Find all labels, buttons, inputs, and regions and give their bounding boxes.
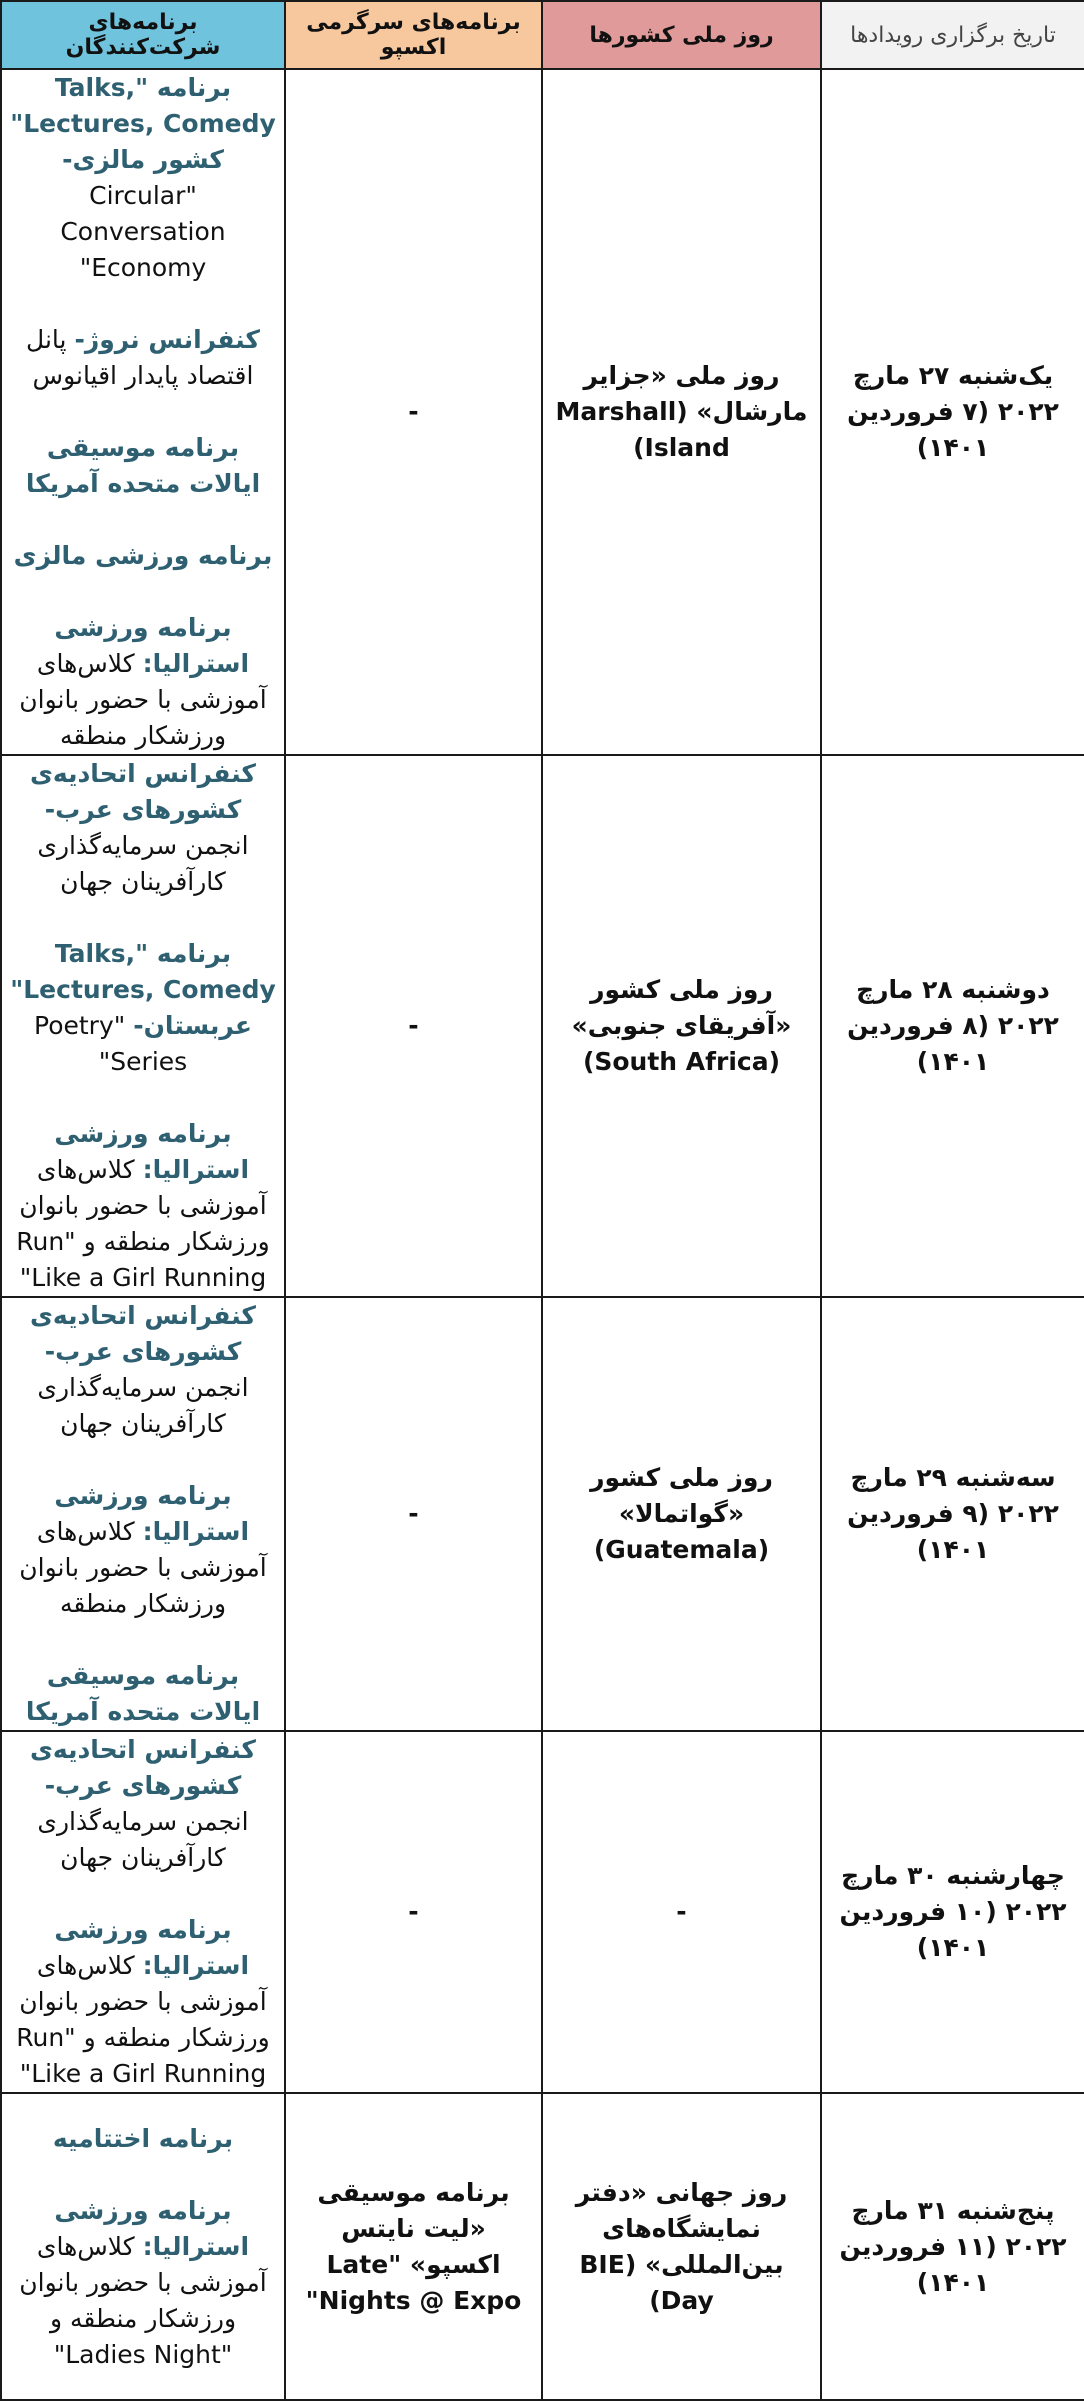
program-item [10,1912,276,2092]
program-detail: انجمن سرمایه‌گذاری کارآفرینان جهان [37,831,249,896]
national-day-cell: روز ملی کشور «آفریقای جنوبی» (South Africa) [542,755,821,1297]
program-item [10,538,276,574]
header-national-day: روز ملی کشورها [542,1,821,69]
expo-cell: - [285,755,542,1297]
date-cell: سه‌شنبه ۲۹ مارچ ۲۰۲۲ (۹ فروردین ۱۴۰۱) [821,1297,1084,1731]
header-row [1,1,1084,69]
program-title: برنامه ورزشی استرالیا: [54,1481,250,1546]
program-item [10,756,276,900]
table-row [1,1731,1084,2093]
date-cell: دوشنبه ۲۸ مارچ ۲۰۲۲ (۸ فروردین ۱۴۰۱) [821,755,1084,1297]
program-title: برنامه موسیقی ایالات متحده آمریکا [25,1661,261,1726]
program-detail: انجمن سرمایه‌گذاری کارآفرینان جهان [37,1807,249,1872]
program-item [10,1298,276,1442]
program-title: برنامه "Talks, Lectures, Comedy" کشور مالزی- [10,73,276,174]
program-item [10,936,276,1080]
program-title: برنامه موسیقی ایالات متحده آمریکا [25,433,261,498]
expo-cell: برنامه موسیقی «لیت نایتس اکسپو» "Late Nights @ Expo" [285,2093,542,2400]
program-item [10,1658,276,1730]
header-date: تاریخ برگزاری رویدادها [821,1,1084,69]
program-item [10,1116,276,1296]
program-title: برنامه ورزشی استرالیا: [54,2195,250,2261]
national-day-cell: روز ملی «جزایر مارشال» (Marshall Island) [542,69,821,755]
program-item [10,2193,276,2373]
program-detail: "Circular Conversation Economy" [60,181,226,282]
program-detail: کلاس‌های آموزشی با حضور بانوان ورزشکار منطقه و "Run Like a Girl Running" [16,1155,270,1292]
date-cell: یک‌شنبه ۲۷ مارچ ۲۰۲۲ (۷ فروردین ۱۴۰۱) [821,69,1084,755]
date-cell: پنج‌شنبه ۳۱ مارچ ۲۰۲۲ (۱۱ فروردین ۱۴۰۱) [821,2093,1084,2400]
program-detail: انجمن سرمایه‌گذاری کارآفرینان جهان [37,1373,249,1438]
program-detail: کلاس‌های آموزشی با حضور بانوان ورزشکار منطقه و "Ladies Night" [19,2231,267,2369]
table-row [1,755,1084,1297]
participants-cell [1,2093,285,2400]
program-title: کنفرانس اتحادیه‌ی کشورهای عرب- [30,759,256,824]
date-cell: چهارشنبه ۳۰ مارچ ۲۰۲۲ (۱۰ فروردین ۱۴۰۱) [821,1731,1084,2093]
header-participant-programs: برنامه‌های شرکت‌کنندگان [1,1,285,69]
program-title: کنفرانس نروژ- [74,325,260,354]
program-detail: پانل اقتصاد پایدار اقیانوس [26,325,254,390]
national-day-cell: روز ملی کشور «گواتمالا» (Guatemala) [542,1297,821,1731]
program-title: کنفرانس اتحادیه‌ی کشورهای عرب- [30,1301,256,1366]
expo-cell: - [285,1297,542,1731]
program-detail: کلاس‌های آموزشی با حضور بانوان ورزشکار منطقه و "Run Like a Girl Running" [16,1951,270,2088]
program-title: برنامه ورزشی استرالیا: [54,1119,250,1184]
program-title: کنفرانس اتحادیه‌ی کشورهای عرب- [30,1735,256,1800]
program-item [10,2121,276,2157]
participants-cell [1,69,285,755]
participants-cell [1,1731,285,2093]
program-item [10,322,276,394]
program-item [10,70,276,286]
program-title: برنامه ورزشی مالزی [13,541,273,570]
program-detail: کلاس‌های آموزشی با حضور بانوان ورزشکار منطقه [19,649,267,750]
participants-cell [1,1297,285,1731]
program-item [10,1478,276,1622]
program-item [10,610,276,754]
participants-cell [1,755,285,1297]
national-day-cell: روز جهانی «دفتر نمایشگاه‌های بین‌المللی» (BIE Day) [542,2093,821,2400]
expo-cell: - [285,69,542,755]
program-item [10,1732,276,1876]
national-day-cell: - [542,1731,821,2093]
expo-cell: - [285,1731,542,2093]
table-row [1,1297,1084,1731]
program-title: برنامه ورزشی استرالیا: [54,1915,250,1980]
table-row [1,69,1084,755]
program-title: برنامه اختتامیه [52,2123,234,2153]
table-row [1,2093,1084,2400]
program-item [10,430,276,502]
program-detail: کلاس‌های آموزشی با حضور بانوان ورزشکار منطقه [19,1517,267,1618]
program-title: برنامه ورزشی استرالیا: [54,613,250,678]
header-expo-entertainment: برنامه‌های سرگرمی اکسپو [285,1,542,69]
program-title: برنامه "Talks, Lectures, Comedy" عربستان- [10,939,276,1040]
program-detail: "Poetry Series" [34,1011,188,1076]
